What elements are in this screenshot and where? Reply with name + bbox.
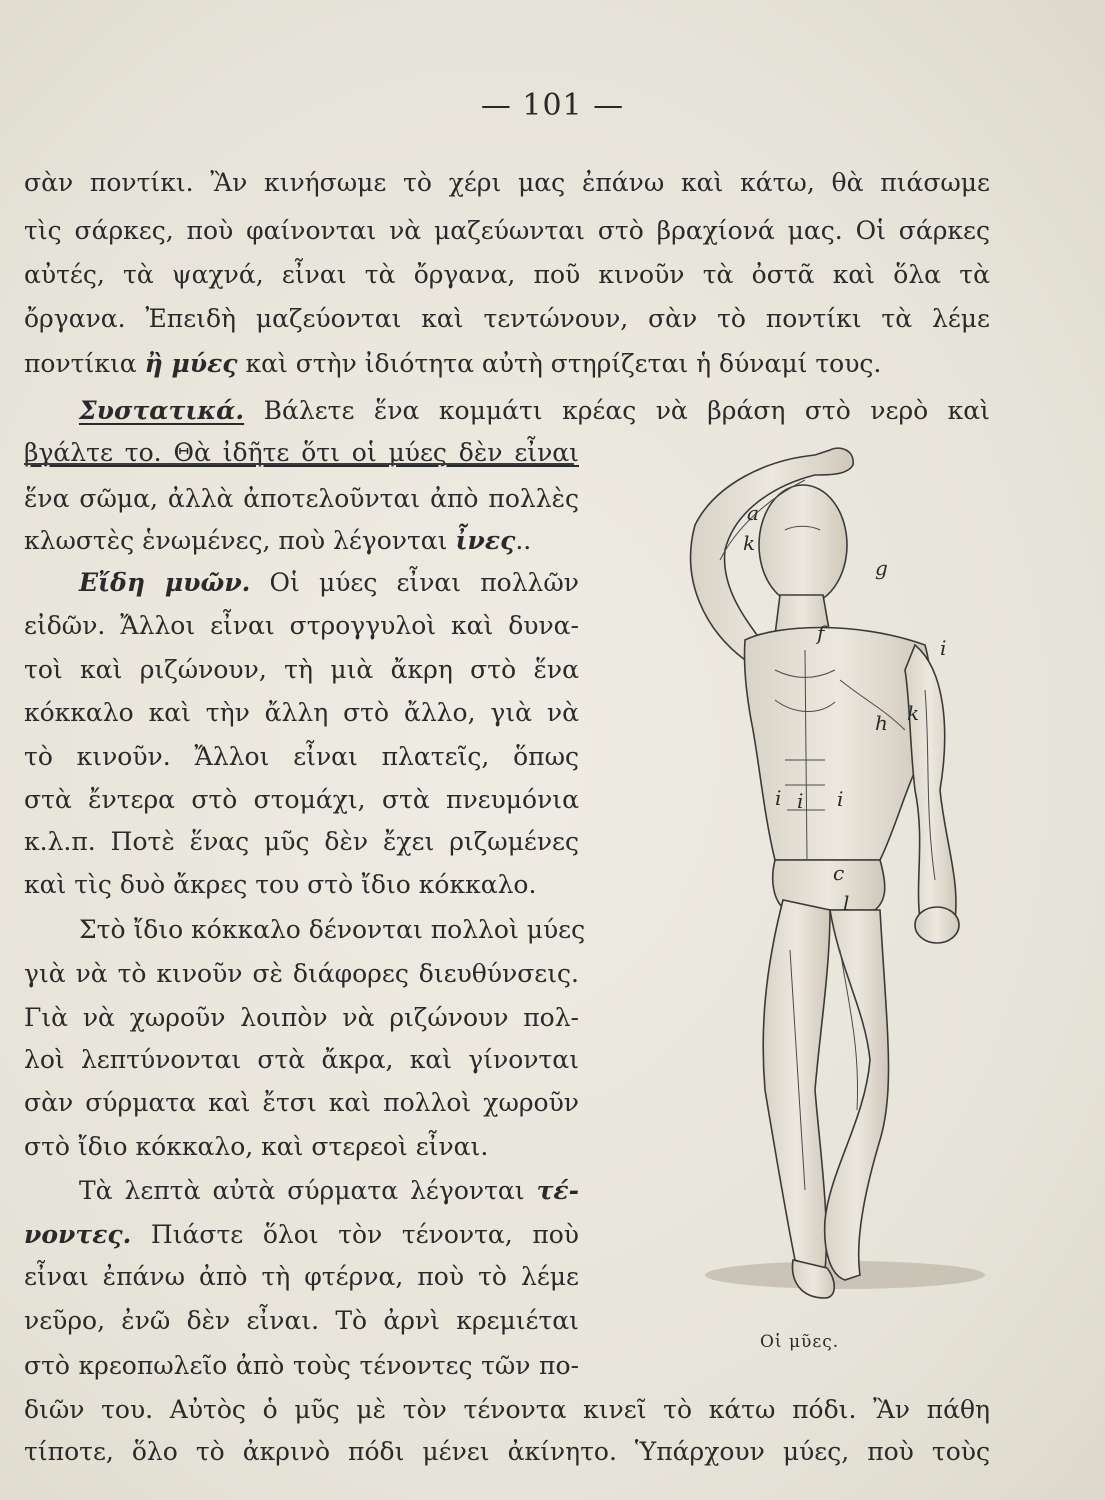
text-span: τοὶ καὶ ριζώνουν, τὴ μιὰ ἄκρη στὸ ἕνα — [24, 655, 579, 684]
text-span: τὶς σάρκες, ποὺ φαίνονται νὰ μαζεύωνται στὸ βραχίονά μας. Οἱ σάρκες — [24, 216, 990, 245]
underline-rule — [24, 463, 574, 465]
text-line — [24, 1171, 579, 1211]
text-line — [24, 650, 579, 690]
text-span: Στὸ ἴδιο κόκκαλο δένονται πολλοὶ μύες — [79, 915, 586, 944]
figure-label: k — [907, 701, 920, 725]
figure-label: i — [797, 789, 804, 813]
text-line — [24, 606, 579, 646]
text-span: Βάλετε ἕνα κομμάτι κρέας νὰ βράση στὸ νερὸ καὶ — [244, 396, 990, 425]
text-line — [24, 1215, 579, 1255]
muscle-figure-illustration — [625, 430, 985, 1310]
text-span: στὸ ἴδιο κόκκαλο, καὶ στερεοὶ εἶναι. — [24, 1132, 489, 1161]
text-line — [24, 954, 579, 994]
text-span: νεῦρο, ἐνῶ δὲν εἶναι. Τὸ ἀρνὶ κρεμιέται — [24, 1306, 579, 1335]
text-line — [24, 1083, 579, 1123]
text-span: στὸ κρεοπωλεῖο ἀπὸ τοὺς τένοντες τῶν πο- — [24, 1351, 579, 1380]
text-span: ἕνα σῶμα, ἀλλὰ ἀποτελοῦνται ἀπὸ πολλὲς — [24, 484, 579, 513]
text-span: ὄργανα. Ἐπειδὴ μαζεύονται καὶ τεντώνουν, σὰν τὸ ποντίκι τὰ λέμε — [24, 304, 990, 333]
text-line — [24, 1432, 990, 1472]
figure-label: g — [875, 556, 888, 580]
text-line — [24, 163, 990, 203]
text-span: τίποτε, ὅλο τὸ ἀκρινὸ πόδι μένει ἀκίνητο. Ὑπάρχουν μύες, ποὺ τοὺς — [24, 1437, 990, 1466]
text-span: ποντίκια — [24, 349, 145, 378]
text-line — [24, 998, 579, 1038]
text-span: Εἴδη μυῶν. — [79, 568, 251, 597]
text-line — [24, 433, 579, 473]
text-line — [24, 344, 990, 384]
text-span: λοὶ λεπτύνονται στὰ ἄκρα, καὶ γίνονται — [24, 1045, 579, 1074]
text-span: καὶ τὶς δυὸ ἄκρες του στὸ ἴδιο κόκκαλο. — [24, 870, 537, 899]
figure-label: l — [843, 891, 850, 915]
text-line — [24, 1257, 579, 1297]
muscular-man-drawing — [625, 430, 985, 1310]
text-span: τέ- — [536, 1176, 579, 1205]
text-line — [24, 479, 579, 519]
text-span: διῶν του. Αὐτὸς ὁ μῦς μὲ τὸν τένοντα κινεῖ τὸ κάτω πόδι. Ἂν πάθη — [24, 1395, 990, 1424]
figure-label: k — [743, 531, 756, 555]
text-span: αὐτές, τὰ ψαχνά, εἶναι τὰ ὄργανα, ποῦ κινοῦν τὰ ὀστᾶ καὶ ὅλα τὰ — [24, 260, 990, 289]
text-line — [24, 1346, 579, 1386]
text-span: νοντες. — [24, 1220, 132, 1249]
text-span: εἰδῶν. Ἄλλοι εἶναι στρογγυλοὶ καὶ δυνα- — [24, 611, 579, 640]
text-span: Γιὰ νὰ χωροῦν λοιπὸν νὰ ριζώνουν πολ- — [24, 1003, 579, 1032]
figure-label: i — [940, 636, 947, 660]
text-span: Οἱ μύες εἶναι πολλῶν — [250, 568, 579, 597]
figure-label: c — [833, 861, 845, 885]
text-span: σὰν σύρματα καὶ ἔτσι καὶ πολλοὶ χωροῦν — [24, 1088, 579, 1117]
text-span: κ.λ.π. Ποτὲ ἕνας μῦς δὲν ἔχει ριζωμένες — [24, 827, 579, 856]
text-span: καὶ στὴν ἰδιότητα αὐτὴ στηρίζεται ἡ δύναμί τους. — [237, 349, 882, 378]
text-span: κόκκαλο καὶ τὴν ἄλλη στὸ ἄλλο, γιὰ νὰ — [24, 698, 579, 727]
text-line — [24, 865, 579, 905]
text-line — [24, 1301, 579, 1341]
text-line — [24, 299, 990, 339]
figure-label: f — [817, 621, 825, 645]
text-line — [24, 255, 990, 295]
text-line — [24, 910, 586, 950]
text-span: γιὰ νὰ τὸ κινοῦν σὲ διάφορες διευθύνσεις. — [24, 959, 579, 988]
text-span: σὰν ποντίκι. Ἂν κινήσωμε τὸ χέρι μας ἐπάνω καὶ κάτω, θὰ πιάσωμε — [24, 168, 990, 197]
text-span: Πιάστε ὅλοι τὸν τένοντα, ποὺ — [131, 1220, 579, 1249]
page-number: — 101 — — [480, 88, 625, 123]
figure-caption: Οἱ μῦες. — [760, 1332, 840, 1352]
text-span: ἢ μύες — [144, 349, 238, 378]
text-span: τὸ κινοῦν. Ἄλλοι εἶναι πλατεῖς, ὅπως — [24, 742, 579, 771]
text-span: βγάλτε το. Θὰ ἰδῆτε ὅτι οἱ μύες δὲν εἶναι — [24, 438, 579, 467]
text-line — [24, 693, 579, 733]
text-span: κλωστὲς ἑνωμένες, ποὺ λέγονται — [24, 526, 456, 555]
text-line — [24, 737, 579, 777]
text-span: Συστατικά. — [79, 396, 245, 425]
text-line — [24, 211, 990, 251]
text-span: εἶναι ἐπάνω ἀπὸ τὴ φτέρνα, ποὺ τὸ λέμε — [24, 1262, 579, 1291]
text-line — [24, 563, 579, 603]
text-line — [24, 521, 579, 561]
figure-label: i — [775, 786, 782, 810]
text-span: Τὰ λεπτὰ αὐτὰ σύρματα λέγονται — [79, 1176, 537, 1205]
text-span: ἶνες — [455, 526, 516, 555]
text-line — [24, 1127, 579, 1167]
text-span: .. — [515, 526, 532, 555]
figure-label: h — [875, 711, 888, 735]
figure-label: a — [747, 501, 759, 525]
text-line — [24, 822, 579, 862]
text-line — [24, 391, 990, 431]
text-span: στὰ ἔντερα στὸ στομάχι, στὰ πνευμόνια — [24, 785, 579, 814]
text-line — [24, 1040, 579, 1080]
text-line — [24, 1390, 990, 1430]
figure-label: i — [837, 787, 844, 811]
text-line — [24, 780, 579, 820]
